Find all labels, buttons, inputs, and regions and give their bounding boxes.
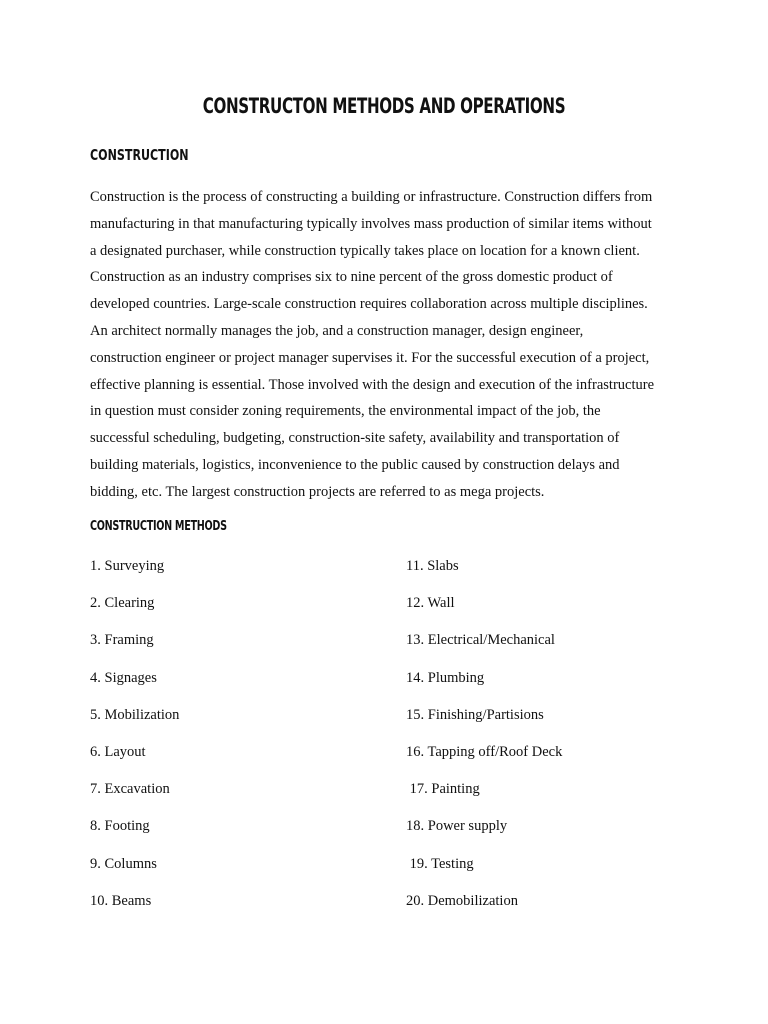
methods-list-left <box>90 552 179 924</box>
paragraph-line: developed countries. Large-scale construction requires collaboration across multiple disciplines. <box>90 296 648 313</box>
list-item: 10. Beams <box>90 892 152 909</box>
list-item: 5. Mobilization <box>90 706 180 723</box>
paragraph-line: bidding, etc. The largest construction projects are referred to as mega projects. <box>90 483 545 500</box>
list-item: 14. Plumbing <box>406 669 485 686</box>
list-item: 18. Power supply <box>406 818 508 835</box>
list-item: 7. Excavation <box>90 781 170 798</box>
list-item: 11. Slabs <box>406 558 459 574</box>
list-item: 13. Electrical/Mechanical <box>406 632 555 649</box>
list-item: 20. Demobilization <box>406 892 518 909</box>
list-item: 4. Signages <box>90 669 157 686</box>
list-item: 12. Wall <box>406 595 455 612</box>
methods-list-right <box>406 552 562 924</box>
paragraph-line: construction engineer or project manager supervises it. For the successful execution of a project, <box>90 349 650 366</box>
list-item: 9. Columns <box>90 855 157 872</box>
list-item: 2. Clearing <box>90 595 155 612</box>
section-heading-construction-methods: CONSTRUCTION METHODS <box>90 519 227 534</box>
paragraph-line: Construction is the process of constructing a building or infrastructure. Construction differs from <box>90 189 653 205</box>
paragraph-line: in question must consider zoning requirements, the environmental impact of the job, the <box>90 403 601 420</box>
document-title: CONSTRUCTON METHODS AND OPERATIONS <box>202 94 566 118</box>
list-item: 8. Footing <box>90 818 150 835</box>
paragraph-line: a designated purchaser, while construction typically takes place on location for a known client. <box>90 242 640 259</box>
construction-paragraph <box>90 184 690 506</box>
list-item: 16. Tapping off/Roof Deck <box>406 743 563 760</box>
paragraph-line: Construction as an industry comprises six to nine percent of the gross domestic product of <box>90 269 613 286</box>
paragraph-line: An architect normally manages the job, and a construction manager, design engineer, <box>90 322 584 339</box>
paragraph-line: manufacturing in that manufacturing typically involves mass production of similar items without <box>90 215 652 232</box>
section-heading-construction: CONSTRUCTION <box>90 146 189 164</box>
list-item: 6. Layout <box>90 743 146 760</box>
list-item: 3. Framing <box>90 632 154 649</box>
paragraph-line: building materials, logistics, inconvenience to the public caused by construction delays and <box>90 456 620 473</box>
paragraph-line: successful scheduling, budgeting, construction-site safety, availability and transportation of <box>90 430 620 447</box>
paragraph-line: effective planning is essential. Those involved with the design and execution of the infrastructure <box>90 376 654 393</box>
list-item: 19. Testing <box>406 855 474 872</box>
list-item: 1. Surveying <box>90 558 165 574</box>
list-item: 15. Finishing/Partisions <box>406 706 544 723</box>
list-item: 17. Painting <box>406 781 480 798</box>
